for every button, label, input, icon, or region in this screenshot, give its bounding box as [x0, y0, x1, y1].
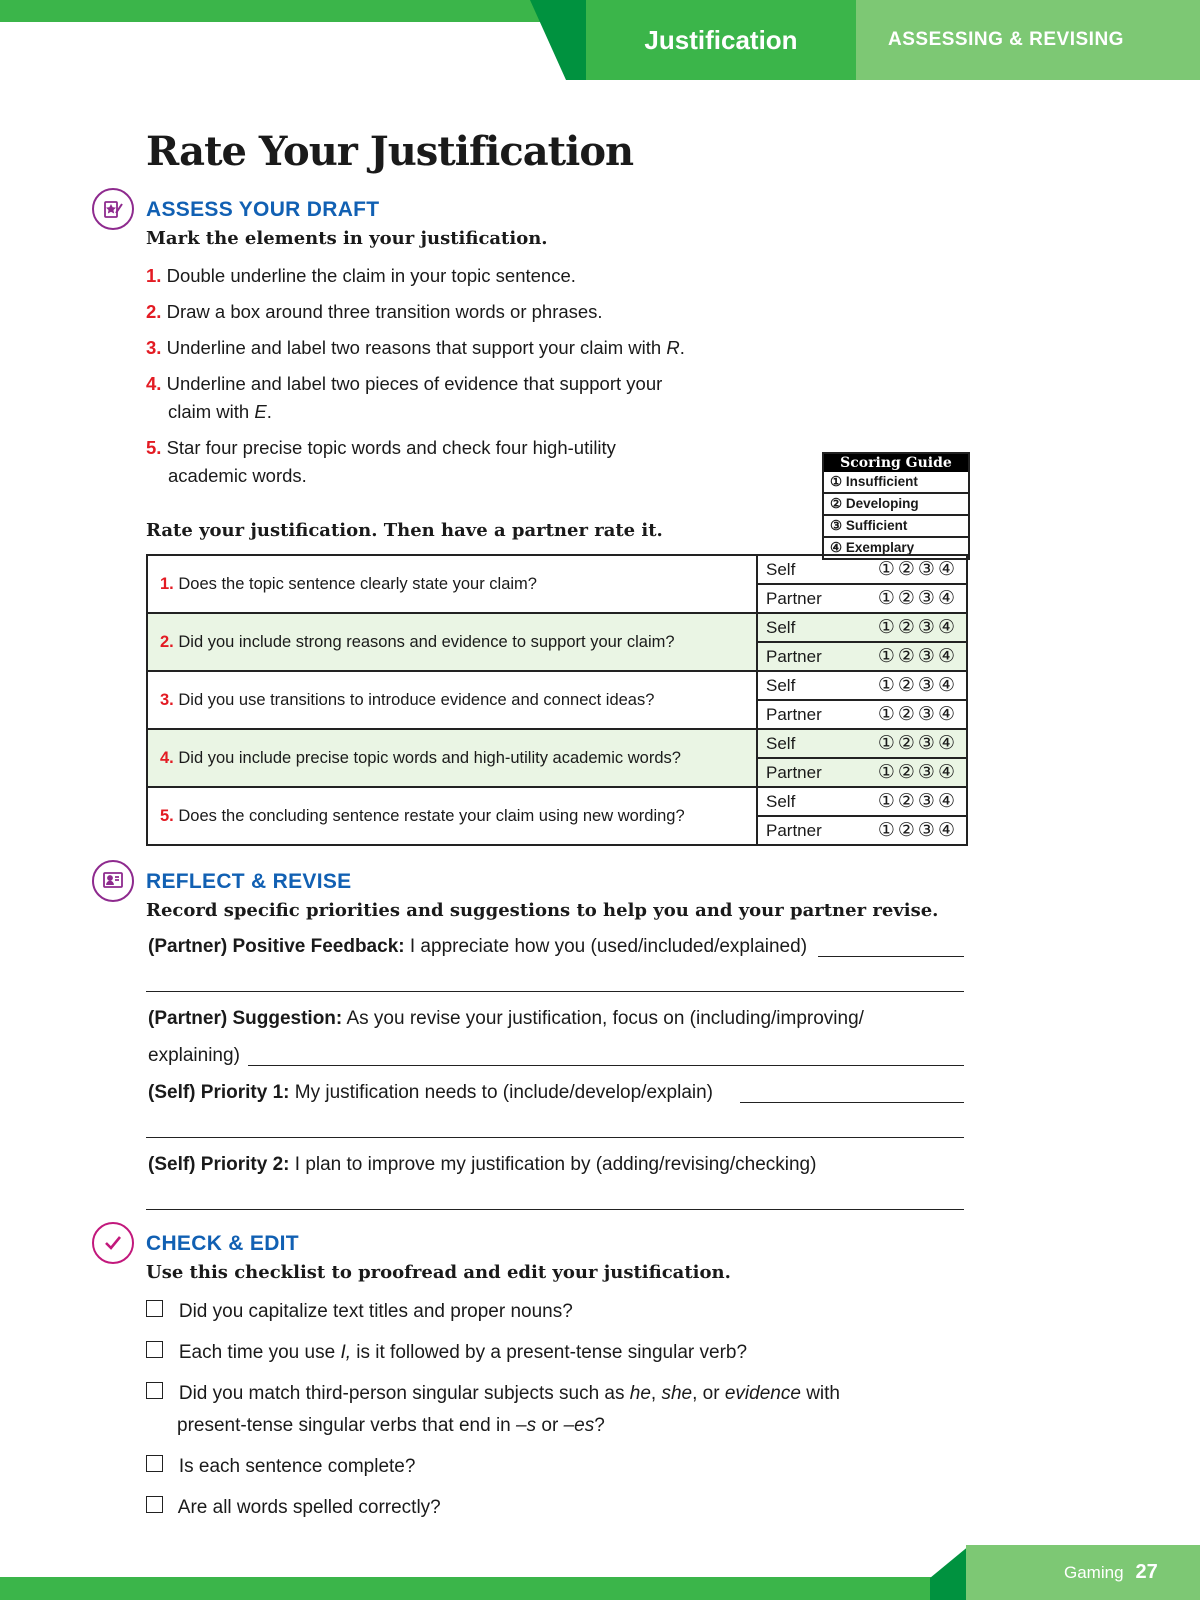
assess-instruction: Mark the elements in your justification. — [146, 228, 548, 249]
self-rating-scale[interactable]: ①②③④ — [838, 555, 967, 584]
self-rating-scale[interactable]: ①②③④ — [838, 671, 967, 700]
check-edit-icon — [92, 1222, 134, 1264]
header-section-label: ASSESSING & REVISING — [856, 0, 1200, 80]
scoring-guide — [822, 452, 970, 560]
table-row — [147, 555, 967, 584]
partner-label: Partner — [757, 642, 838, 671]
assess-draft-icon — [92, 188, 134, 230]
reflect-instruction: Record specific priorities and suggestions to help you and your partner revise. — [146, 900, 939, 921]
footer-tab — [966, 1545, 1200, 1600]
scoring-guide-title: Scoring Guide — [824, 454, 968, 472]
list-item: 1. Double underline the claim in your topic sentence. — [146, 265, 576, 286]
footer-stripe — [0, 1577, 940, 1600]
rating-table — [146, 554, 968, 846]
self-label: Self — [757, 671, 838, 700]
list-item: 5. Star four precise topic words and check four high-utility academic words. — [146, 437, 616, 486]
list-item: 3. Underline and label two reasons that support your claim with R. — [146, 337, 685, 358]
check-heading: CHECK & EDIT — [146, 1232, 299, 1255]
write-line[interactable] — [146, 1137, 964, 1138]
checkbox[interactable] — [146, 1382, 163, 1399]
check-instruction: Use this checklist to proofread and edit your justification. — [146, 1262, 731, 1283]
question-cell: 3. Did you use transitions to introduce evidence and connect ideas? — [147, 671, 757, 729]
checklist — [146, 1296, 866, 1524]
header-tab: Justification — [586, 0, 856, 80]
checklist-item: Is each sentence complete? — [146, 1451, 866, 1483]
checkbox[interactable] — [146, 1341, 163, 1358]
self-rating-scale[interactable]: ①②③④ — [838, 613, 967, 642]
table-row — [147, 613, 967, 642]
page-title: Rate Your Justification — [146, 128, 634, 175]
partner-rating-scale[interactable]: ①②③④ — [838, 816, 967, 845]
list-item: 2. Draw a box around three transition words or phrases. — [146, 301, 603, 322]
checklist-item: Did you match third-person singular subjects such as he, she, or evidence with present-tense singular verbs that end in –s or –es? — [146, 1378, 866, 1442]
scoring-level: ④ Exemplary — [824, 538, 968, 560]
partner-label: Partner — [757, 584, 838, 613]
partner-rating-scale[interactable]: ①②③④ — [838, 642, 967, 671]
self-label: Self — [757, 613, 838, 642]
self-rating-scale[interactable]: ①②③④ — [838, 729, 967, 758]
partner-label: Partner — [757, 758, 838, 787]
checklist-item: Did you capitalize text titles and proper nouns? — [146, 1296, 866, 1328]
priority-1-prompt: (Self) Priority 1: My justification needs to (include/develop/explain) — [148, 1082, 713, 1103]
question-cell: 2. Did you include strong reasons and evidence to support your claim? — [147, 613, 757, 671]
header-stripe — [0, 0, 540, 22]
book-title: Gaming — [1064, 1562, 1124, 1582]
rate-instruction: Rate your justification. Then have a partner rate it. — [146, 520, 663, 541]
scoring-level: ① Insufficient — [824, 472, 968, 494]
reflect-revise-icon — [92, 860, 134, 902]
suggestion-prompt-cont: explaining) — [148, 1045, 240, 1066]
table-row — [147, 787, 967, 816]
question-cell: 4. Did you include precise topic words and high-utility academic words? — [147, 729, 757, 787]
partner-label: Partner — [757, 816, 838, 845]
scoring-level: ② Developing — [824, 494, 968, 516]
self-rating-scale[interactable]: ①②③④ — [838, 787, 967, 816]
header-accent — [530, 0, 590, 80]
reflect-heading: REFLECT & REVISE — [146, 870, 352, 893]
positive-feedback-prompt: (Partner) Positive Feedback: I appreciate how you (used/included/explained) — [148, 936, 808, 957]
scoring-level: ③ Sufficient — [824, 516, 968, 538]
table-row — [147, 729, 967, 758]
footer-accent — [930, 1545, 970, 1600]
assess-heading: ASSESS YOUR DRAFT — [146, 198, 380, 221]
list-item: 4. Underline and label two pieces of evidence that support your claim with E. — [146, 373, 663, 422]
write-line[interactable] — [818, 956, 964, 957]
partner-label: Partner — [757, 700, 838, 729]
question-cell: 5. Does the concluding sentence restate your claim using new wording? — [147, 787, 757, 845]
write-line[interactable] — [146, 1209, 964, 1210]
write-line[interactable] — [740, 1102, 964, 1103]
priority-2-prompt: (Self) Priority 2: I plan to improve my justification by (adding/revising/checking) — [148, 1154, 817, 1175]
checklist-item: Are all words spelled correctly? — [146, 1492, 866, 1524]
write-line[interactable] — [248, 1065, 964, 1066]
partner-rating-scale[interactable]: ①②③④ — [838, 758, 967, 787]
partner-rating-scale[interactable]: ①②③④ — [838, 584, 967, 613]
checklist-item: Each time you use I, is it followed by a present-tense singular verb? — [146, 1337, 866, 1369]
self-label: Self — [757, 729, 838, 758]
checkbox[interactable] — [146, 1300, 163, 1317]
write-line[interactable] — [146, 991, 964, 992]
self-label: Self — [757, 555, 838, 584]
table-row — [147, 671, 967, 700]
checkbox[interactable] — [146, 1455, 163, 1472]
partner-rating-scale[interactable]: ①②③④ — [838, 700, 967, 729]
page-number: 27 — [1135, 1561, 1158, 1583]
suggestion-prompt: (Partner) Suggestion: As you revise your justification, focus on (including/improving/ — [148, 1008, 864, 1029]
assess-list — [146, 262, 766, 490]
checkbox[interactable] — [146, 1496, 163, 1513]
self-label: Self — [757, 787, 838, 816]
question-cell: 1. Does the topic sentence clearly state your claim? — [147, 555, 757, 613]
